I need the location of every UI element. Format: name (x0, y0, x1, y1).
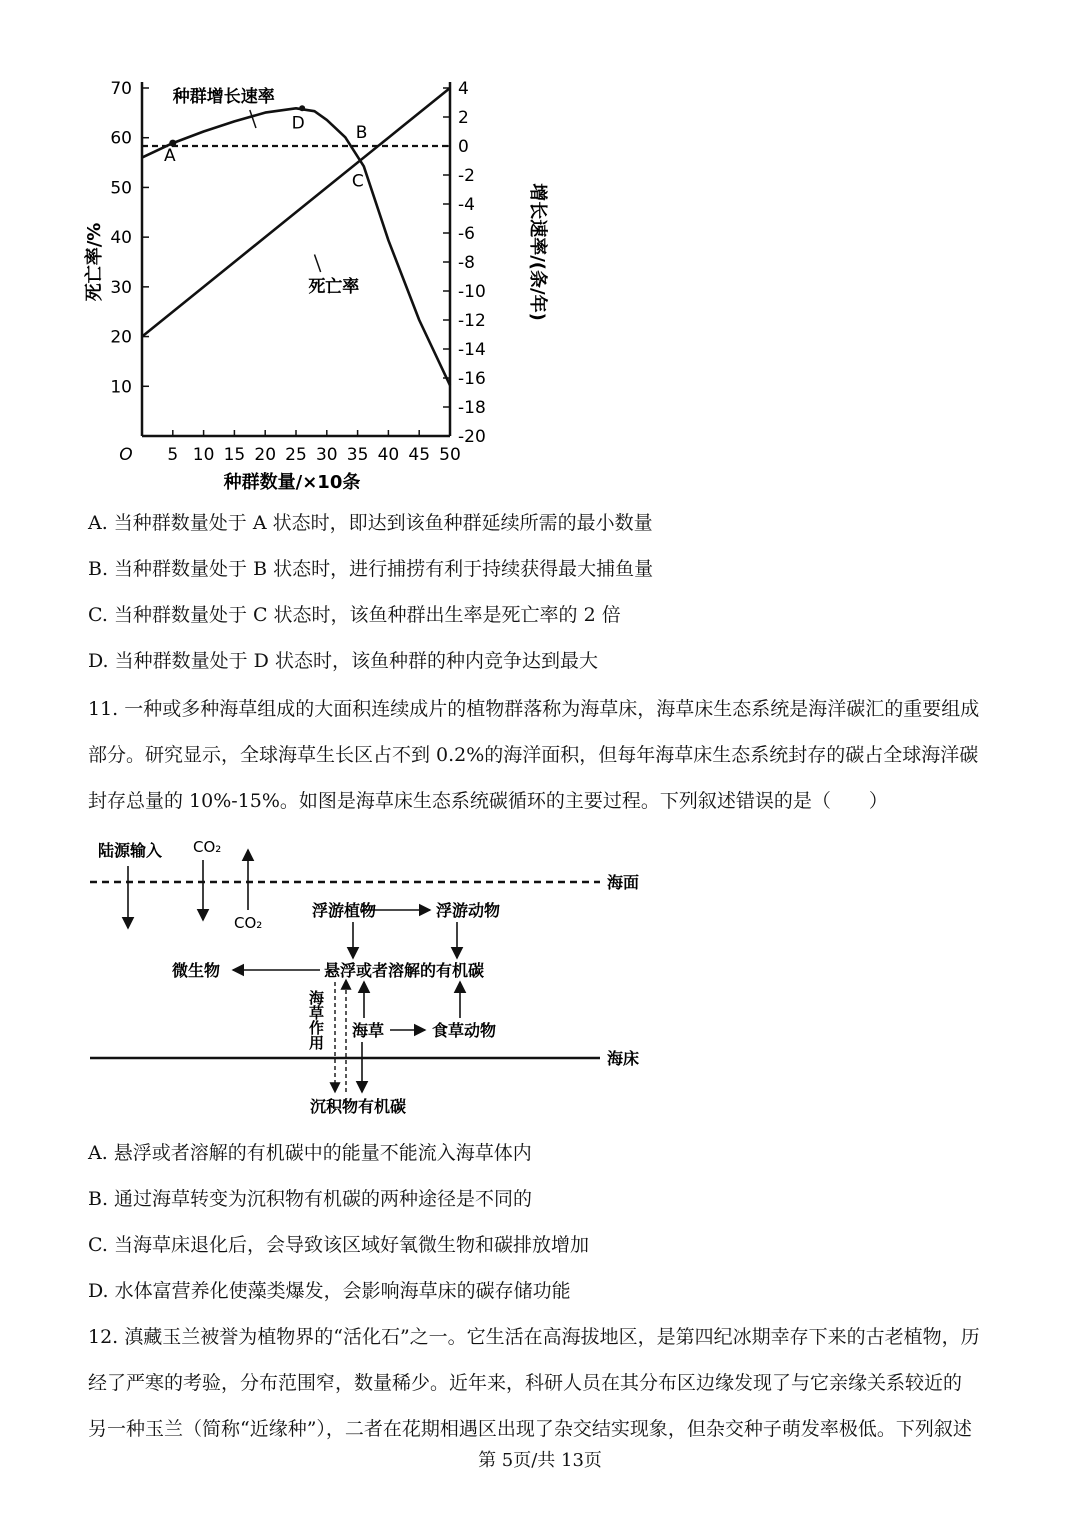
y-left-tick-label: 60 (110, 128, 132, 149)
x-tick-label: O (119, 445, 133, 465)
q10-option-d: D. 当种群数量处于 D 状态时，该鱼种群的种内竞争达到最大 (88, 650, 598, 672)
y-right-tick-label: 2 (458, 108, 469, 128)
y-left-tick-label: 20 (110, 327, 132, 348)
y-left-tick-label: 70 (110, 79, 132, 99)
x-tick-label: 30 (315, 445, 338, 465)
q12-stem-line-3: 另一种玉兰（简称“近缘种”），二者在花期相遇区出现了杂交结实现象，但杂交种子萌发率极低。下列叙述 (88, 1418, 972, 1440)
q11-option-d: D. 水体富营养化使藻类爆发，会影响海草床的碳存储功能 (88, 1280, 571, 1302)
q11-stem-line-3: 封存总量的 10%-15%。如图是海草床生态系统碳循环的主要过程。下列叙述错误的是（ ） (88, 790, 888, 812)
q12-stem-line-1: 12. 滇藏玉兰被誉为植物界的“活化石”之一。它生活在高海拔地区，是第四纪冰期幸存下来的古老植物，历 (88, 1326, 980, 1348)
phytoplankton-label: 浮游植物 (312, 901, 377, 920)
x-axis-title: 种群数量/×10条 (223, 472, 361, 493)
q11-stem-line-1: 11. 一种或多种海草组成的大面积连续成片的植物群落称为海草床，海草床生态系统是海洋碳汇的重要组成 (88, 698, 980, 720)
mortality-series-label: 死亡率 (308, 276, 360, 297)
x-tick-label: 5 (167, 445, 179, 465)
growth-rate-leader (250, 110, 256, 128)
q11-stem-line-2: 部分。研究显示，全球海草生长区占不到 0.2%的海洋面积，但每年海草床生态系统封存的碳占全球海洋碳 (88, 744, 979, 766)
x-tick-label: 20 (254, 445, 277, 465)
land-input-label: 陆源输入 (98, 841, 163, 860)
q11-option-a: A. 悬浮或者溶解的有机碳中的能量不能流入海草体内 (88, 1142, 532, 1164)
point-label-c: C (351, 171, 364, 192)
carbon-cycle-diagram (80, 830, 680, 1120)
microbes-label: 微生物 (172, 961, 221, 980)
point-label-d: D (291, 113, 305, 134)
x-tick-label: 40 (377, 445, 400, 465)
seagrass-action-label: 海草作用 (307, 990, 325, 1050)
y-right-tick-label: -20 (458, 427, 486, 447)
q12-stem-line-2: 经了严寒的考验，分布范围窄，数量稀少。近年来，科研人员在其分布区边缘发现了与它亲缘关系较近的 (88, 1372, 963, 1394)
sea-surface-label: 海面 (607, 873, 640, 892)
point-d-marker (299, 105, 305, 111)
point-label-a: A (163, 146, 176, 167)
zooplankton-label: 浮游动物 (436, 901, 501, 920)
point-label-b: B (355, 123, 368, 143)
y-left-axis-title: 死亡率/% (84, 222, 105, 302)
y-right-tick-label: -6 (458, 224, 475, 244)
growth-rate-series-label: 种群增长速率 (172, 87, 275, 107)
y-right-tick-label: 4 (458, 79, 469, 99)
x-tick-label: 15 (223, 445, 246, 465)
dissolved-carbon-label: 悬浮或者溶解的有机碳 (324, 961, 485, 980)
y-right-tick-label: -4 (458, 195, 475, 215)
y-right-tick-label: -18 (458, 398, 486, 418)
sea-floor-label: 海床 (607, 1049, 640, 1068)
y-right-tick-label: -14 (458, 340, 486, 360)
page-footer: 第 5页/共 13页 (478, 1450, 602, 1471)
co2-up-label: CO₂ (234, 914, 263, 932)
x-tick-label: 35 (346, 445, 369, 465)
y-left-tick-label: 40 (110, 228, 132, 249)
x-tick-label: 50 (439, 445, 461, 465)
seagrass-label: 海草 (352, 1021, 385, 1040)
population-chart (80, 70, 560, 500)
y-right-tick-label: -10 (458, 282, 486, 302)
sediment-carbon-label: 沉积物有机碳 (310, 1097, 407, 1116)
q11-option-c: C. 当海草床退化后，会导致该区域好氧微生物和碳排放增加 (88, 1234, 589, 1256)
y-right-axis-title: 增长速率/(条/年) (527, 183, 548, 321)
y-right-tick-label: -16 (458, 369, 486, 389)
chart-layer (83, 79, 549, 493)
q10-option-c: C. 当种群数量处于 C 状态时，该鱼种群出生率是死亡率的 2 倍 (88, 604, 621, 626)
y-right-tick-label: -2 (458, 166, 475, 186)
co2-down-label: CO₂ (193, 838, 222, 856)
y-right-tick-label: -12 (458, 311, 486, 331)
y-right-tick-label: 0 (458, 137, 469, 157)
y-left-tick-label: 50 (110, 178, 132, 199)
growth-rate-line (142, 108, 450, 385)
q10-option-a: A. 当种群数量处于 A 状态时，即达到该鱼种群延续所需的最小数量 (88, 512, 653, 534)
x-tick-label: 25 (285, 445, 307, 465)
y-left-tick-label: 30 (110, 277, 132, 298)
y-left-tick-label: 10 (110, 377, 132, 398)
q10-option-b: B. 当种群数量处于 B 状态时，进行捕捞有利于持续获得最大捕鱼量 (88, 558, 654, 580)
herbivores-label: 食草动物 (432, 1021, 497, 1040)
q11-option-b: B. 通过海草转变为沉积物有机碳的两种途径是不同的 (88, 1188, 533, 1210)
y-right-tick-label: -8 (458, 253, 475, 273)
x-tick-label: 10 (192, 445, 215, 465)
x-tick-label: 45 (408, 445, 431, 465)
mortality-leader (314, 255, 320, 272)
